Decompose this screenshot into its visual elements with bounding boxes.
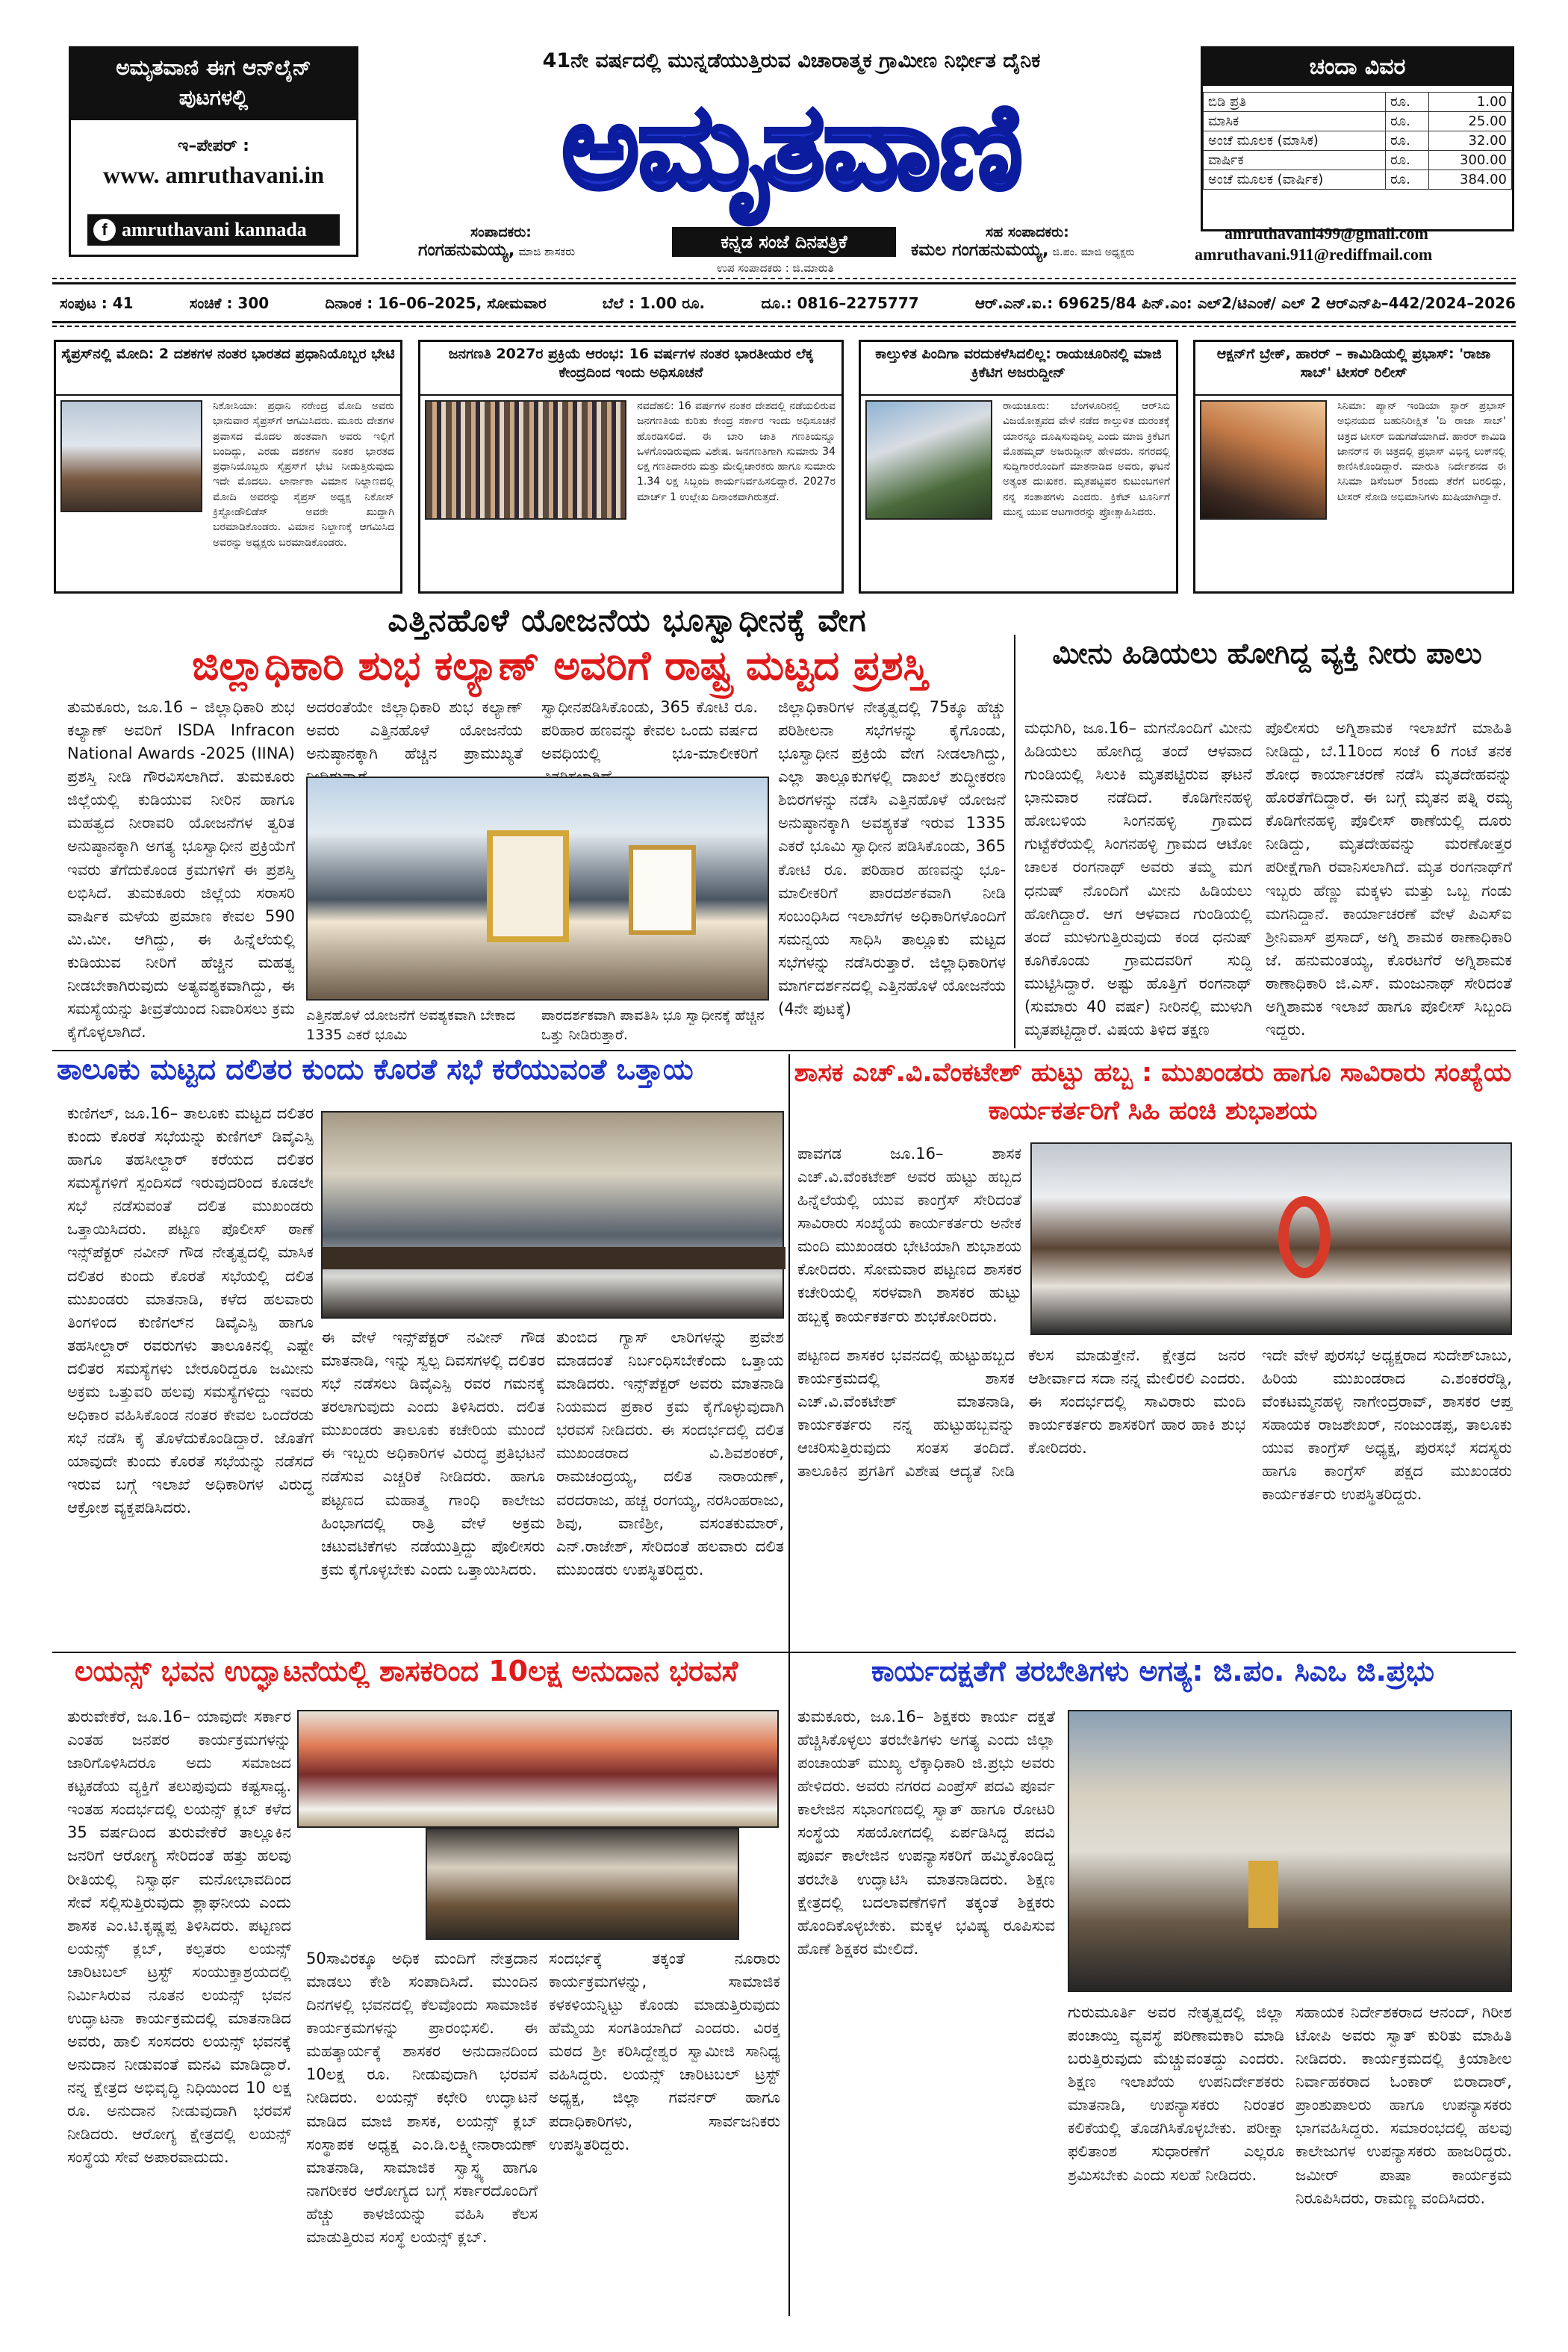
subscription-box	[1201, 46, 1514, 231]
story4-column: ಪಾವಗಡ ಜೂ.16– ಶಾಸಕ ಎಚ್.ವಿ.ವೆಂಕಟೇಶ್ ಅವರ ಹುಟ್ಟು ಹಬ್ಬದ ಹಿನ್ನೆಲೆಯಲ್ಲಿ ಯುವ ಕಾಂಗ್ರೆಸ್ ಸೇರಿದಂತೆ ಸಾವಿರಾರು ಸಂಖ್ಯೆಯ ಕಾರ್ಯಕರ್ತರು ಅನೇಕ ಮಂದಿ ಮುಖಂಡರು ಭೇಟಿಯಾಗಿ ಶುಭಾಶಯ ಕೋರಿದರು. ಸೋಮವಾರ ಪಟ್ಟಣದ ಶಾಸಕರ ಕಚೇರಿಯಲ್ಲಿ ಸರಳವಾಗಿ ಶಾಸಕರ ಹುಟ್ಟು ಹಬ್ಬಕ್ಕೆ ಕಾರ್ಯಕರ್ತರು ಶುಭಕೋರಿದರು.	[797, 1145, 1021, 1325]
subscription-cur: ರೂ.	[1386, 151, 1429, 170]
editor-label: ಸಂಪಾದಕರು:	[470, 224, 532, 240]
date: ದಿನಾಂಕ : 16–06–2025, ಸೋಮವಾರ	[325, 294, 547, 312]
subscription-cur: ರೂ.	[1386, 131, 1429, 151]
editor-name: ಗಂಗಹನುಮಯ್ಯ,	[418, 240, 515, 260]
facebook-bar[interactable]	[87, 214, 340, 246]
story5-column: ತುರುವೇಕೆರೆ, ಜೂ.16– ಯಾವುದೇ ಸರ್ಕಾರ ಎಂತಹ ಜನಪರ ಕಾರ್ಯಕ್ರಮಗಳನ್ನು ಜಾರಿಗೊಳಿಸಿದರೂ ಅದು ಸಮಾಜದ ಕಟ್ಟಕಡೆಯ ವ್ಯಕ್ತಿಗೆ ತಲುಪುವುದು ಕಷ್ಟಸಾಧ್ಯ. ಇಂತಹ ಸಂದರ್ಭದಲ್ಲಿ ಲಯನ್ಸ್ ಕ್ಲಬ್ ಕಳೆದ 35 ವರ್ಷದಿಂದ ತುರುವೇಕೆರೆ ತಾಲ್ಲೂಕಿನ ಜನರಿಗೆ ಆರೋಗ್ಯ ಸೇರಿದಂತೆ ಹತ್ತು ಹಲವು ರೀತಿಯಲ್ಲಿ ನಿಸ್ವಾರ್ಥ ಮನೋಭಾವದಿಂದ ಸೇವೆ ಸಲ್ಲಿಸುತ್ತಿರುವುದು ಶ್ಲಾಘನೀಯ ಎಂದು ಶಾಸಕ ಎಂ.ಟಿ.ಕೃಷ್ಣಪ್ಪ ತಿಳಿಸಿದರು. ಪಟ್ಟಣದ ಲಯನ್ಸ್ ಕ್ಲಬ್, ಕಲ್ಪತರು ಲಯನ್ಸ್ ಚಾರಿಟಬಲ್ ಟ್ರಸ್ಟ್ ಸಂಯುಕ್ತಾಶ್ರಯದಲ್ಲಿ ನಿರ್ಮಿಸಿರುವ ನೂತನ ಲಯನ್ಸ್ ಭವನ ಉದ್ಘಾಟನಾ ಕಾರ್ಯಕ್ರಮದಲ್ಲಿ ಮಾತನಾಡಿದ ಅವರು, ಹಾಲಿ ಸಂಸದರು ಲಯನ್ಸ್ ಭವನಕ್ಕೆ ಅನುದಾನ ನೀಡುವಂತೆ ಮನವಿ ಮಾಡಿದ್ದಾರೆ. ನನ್ನ ಕ್ಷೇತ್ರದ ಅಭಿವೃದ್ಧಿ ನಿಧಿಯಿಂದ 10 ಲಕ್ಷ ರೂ. ಅನುದಾನ ನೀಡುವುದಾಗಿ ಭರವಸೆ ನೀಡಿದರು. ಆರೋಗ್ಯ ಕ್ಷೇತ್ರದಲ್ಲಿ ಲಯನ್ಸ್ ಸಂಸ್ಥೆಯ ಸೇವೆ ಅಪಾರವಾದುದು.	[67, 1708, 291, 2167]
email-secondary[interactable]: amruthavani.911@rediffmail.com	[1195, 245, 1433, 264]
issue: ಸಂಚಿಕೆ : 300	[189, 294, 270, 312]
story2-column: ಮಧುಗಿರಿ, ಜೂ.16– ಮಗನೊಂದಿಗೆ ಮೀನು ಹಿಡಿಯಲು ಹೋಗಿದ್ದ ತಂದೆ ಆಳವಾದ ಗುಂಡಿಯಲ್ಲಿ ಸಿಲುಕಿ ಮೃತಪಟ್ಟಿರುವ ಘಟನೆ ಭಾನುವಾರ ನಡೆದಿದೆ. ಕೊಡಿಗೇನಹಳ್ಳಿ ಹೋಬಳಿಯ ಸಿಂಗನಹಳ್ಳಿ ಗ್ರಾಮದ ಗುಟ್ಟೆಕೆರೆಯಲ್ಲಿ ಸಿಂಗನಹಳ್ಳಿ ಗ್ರಾಮದ ಆಟೋ ಚಾಲಕ ರಂಗನಾಥ್ ಅವರು ತಮ್ಮ ಮಗ ಧನುಷ್ ನೊಂದಿಗೆ ಮೀನು ಹಿಡಿಯಲು ಹೋಗಿದ್ದಾರೆ. ಆಗ ಆಳವಾದ ಗುಂಡಿಯಲ್ಲಿ ತಂದೆ ಮುಳುಗುತ್ತಿರುವುದು ಕಂಡ ಧನುಷ್ ಕೂಗಿಕೊಂಡು ಗ್ರಾಮದವರಿಗೆ ಸುದ್ದಿ ಮುಟ್ಟಿಸಿದ್ದಾರೆ. ಅಷ್ಟು ಹೊತ್ತಿಗೆ ರಂಗನಾಥ್ (ಸುಮಾರು 40 ವರ್ಷ) ನೀರಿನಲ್ಲಿ ಮುಳುಗಿ ಮೃತಪಟ್ಟಿದ್ದಾರೆ. ವಿಷಯ ತಿಳಿದ ತಕ್ಷಣ	[1024, 719, 1252, 1039]
story4-headline: ಶಾಸಕ ಎಚ್.ವಿ.ವೆಂಕಟೇಶ್ ಹುಟ್ಟು ಹಬ್ಬ : ಮುಖಂಡರು ಹಾಗೂ ಸಾವಿರಾರು ಸಂಖ್ಯೆಯ ಕಾರ್ಯಕರ್ತರಿಗೆ ಸಿಹಿ ಹಂಚಿ ಶುಭಾಶಯ	[794, 1058, 1512, 1126]
story2-headline: ಮೀನು ಹಿಡಿಯಲು ಹೋಗಿದ್ದ ವ್ಯಕ್ತಿ ನೀರು ಪಾಲು	[1052, 637, 1482, 670]
brief-card[interactable]	[1193, 340, 1514, 594]
story3-column: ತುಂಬಿದ ಗ್ಯಾಸ್ ಲಾರಿಗಳನ್ನು ಪ್ರವೇಶ ಮಾಡದಂತೆ ನಿರ್ಬಂಧಿಸಬೇಕೆಂದು ಒತ್ತಾಯ ಮಾಡಿದರು. ಇನ್ಸ್‌ಪೆಕ್ಟರ್ ಅವರು ಮಾತನಾಡಿ ನಿಯಮದ ಪ್ರಕಾರ ಕ್ರಮ ಕೈಗೊಳ್ಳುವುದಾಗಿ ಭರವಸೆ ನೀಡಿದರು. ಈ ಸಂದರ್ಭದಲ್ಲಿ ದಲಿತ ಮುಖಂಡರಾದ ವಿ.ಶಿವಶಂಕರ್, ರಾಮಚಂದ್ರಯ್ಯ, ದಲಿತ ನಾರಾಯಣ್, ವರದರಾಜು, ಹಚ್ಚ ರಂಗಯ್ಯ, ನರಸಿಂಹರಾಜು, ಶಿವು, ವಾಣಿಶ್ರೀ, ವಸಂತಕುಮಾರ್, ಎನ್.ರಾಜೇಶ್, ಸೇರಿದಂತೆ ಹಲವಾರು ದಲಿತ ಮುಖಂಡರು ಉಪಸ್ಥಿತರಿದ್ದರು.	[556, 1328, 784, 1578]
brief-photo	[1200, 400, 1327, 520]
story6-column: ತುಮಕೂರು, ಜೂ.16– ಶಿಕ್ಷಕರು ಕಾರ್ಯ ದಕ್ಷತೆ ಹೆಚ್ಚಿಸಿಕೊಳ್ಳಲು ತರಬೇತಿಗಳು ಅಗತ್ಯ ಎಂದು ಜಿಲ್ಲಾ ಪಂಚಾಯತ್ ಮುಖ್ಯ ಲೆಕ್ಕಾಧಿಕಾರಿ ಜಿ.ಪ್ರಭು ಅವರು ಹೇಳಿದರು. ಅವರು ನಗರದ ಎಂಪ್ರೆಸ್ ಪದವಿ ಪೂರ್ವ ಕಾಲೇಜಿನ ಸಭಾಂಗಣದಲ್ಲಿ ಸ್ವಾತ್ ಹಾಗೂ ರೋಟರಿ ಸಂಸ್ಥೆಯ ಸಹಯೋಗದಲ್ಲಿ ಏರ್ಪಡಿಸಿದ್ದ ಪದವಿ ಪೂರ್ವ ಕಾಲೇಜಿನ ಉಪನ್ಯಾಸಕರಿಗೆ ಹಮ್ಮಿಕೊಂಡಿದ್ದ ತರಬೇತಿ ಉದ್ಘಾಟಿಸಿ ಮಾತನಾಡಿದರು. ಶಿಕ್ಷಣ ಕ್ಷೇತ್ರದಲ್ಲಿ ಬದಲಾವಣೆಗಳಿಗೆ ತಕ್ಕಂತೆ ಶಿಕ್ಷಕರು ಹೊಂದಿಕೊಳ್ಳಬೇಕು. ಮಕ್ಕಳ ಭವಿಷ್ಯ ರೂಪಿಸುವ ಹೊಣೆ ಶಿಕ್ಷಕರ ಮೇಲಿದೆ.	[797, 1708, 1055, 1958]
subscription-table	[1203, 92, 1512, 190]
phone: ದೂ.: 0816–2275777	[761, 294, 919, 312]
brief-card[interactable]	[54, 340, 402, 594]
sub-editor: ಉಪ ಸಂಪಾದಕರು : ಜಿ.ಮಾರುತಿ	[717, 261, 834, 275]
brief-title: ಸೈಪ್ರಸ್‌ನಲ್ಲಿ ಮೋದಿ: 2 ದಶಕಗಳ ನಂತರ ಭಾರತದ ಪ್ರಧಾನಿಯೊಬ್ಬರ ಭೇಟಿ	[56, 342, 400, 396]
story1-caption: ಎತ್ತಿನಹೊಳೆ ಯೋಜನೆಗೆ ಅವಶ್ಯಕವಾಗಿ ಬೇಕಾದ 1335 ಎಕರೆ ಭೂಮಿ	[306, 1007, 516, 1043]
story5-column: ಸಂದರ್ಭಕ್ಕೆ ತಕ್ಕಂತೆ ನೂರಾರು ಕಾರ್ಯಕ್ರಮಗಳನ್ನು, ಸಾಮಾಜಿಕ ಕಳಕಳಿಯನ್ನಿಟ್ಟು ಕೊಂಡು ಮಾಡುತ್ತಿರುವುದು ಹೆಮ್ಮೆಯ ಸಂಗತಿಯಾಗಿದೆ ಎಂದರು. ವಿರಕ್ತ ಮಠದ ಶ್ರೀ ಕರಿಸಿದ್ದೇಶ್ವರ ಸ್ವಾಮೀಜಿ ಸಾನಿಧ್ಯ ವಹಿಸಿದ್ದರು. ಲಯನ್ಸ್ ಚಾರಿಟಬಲ್ ಟ್ರಸ್ಟ್ ಅಧ್ಯಕ್ಷ, ಜಿಲ್ಲಾ ಗವರ್ನರ್ ಹಾಗೂ ಪದಾಧಿಕಾರಿಗಳು, ಸಾರ್ವಜನಿಕರು ಉಪಸ್ಥಿತರಿದ್ದರು.	[549, 1950, 780, 2153]
online-promo-box	[69, 46, 358, 257]
volume: ಸಂಪುಟ : 41	[60, 294, 134, 312]
brief-photo	[865, 400, 992, 520]
brief-title: ಆಕ್ಷನ್‌ಗೆ ಬ್ರೇಕ್, ಹಾರರ್ – ಕಾಮಿಡಿಯಲ್ಲಿ ಪ್ರಭಾಸ್: 'ರಾಜಾ ಸಾಬ್' ಟೀಸರ್ ರಿಲೀಸ್	[1195, 342, 1512, 396]
price: ಬೆಲೆ : 1.00 ರೂ.	[602, 294, 706, 312]
subscription-row	[1204, 93, 1512, 112]
brief-photo	[60, 400, 202, 512]
facebook-icon: f	[93, 219, 116, 241]
masthead-title: ಅಮೃತವಾಣಿ	[561, 78, 1021, 216]
subscription-label: ಅಂಚೆ ಮೂಲಕ (ವಾರ್ಷಿಕ)	[1204, 170, 1386, 190]
story2-column: ಪೊಲೀಸರು ಅಗ್ನಿಶಾಮಕ ಇಲಾಖೆಗೆ ಮಾಹಿತಿ ನೀಡಿದ್ದು, ಬೆ.11ರಿಂದ ಸಂಜೆ 6 ಗಂಟೆ ತನಕ ಶೋಧ ಕಾರ್ಯಾಚರಣೆ ನಡೆಸಿ ಮೃತದೇಹವನ್ನು ಹೊರತೆಗೆದಿದ್ದಾರೆ. ಈ ಬಗ್ಗೆ ಮೃತನ ಪತ್ನಿ ರಮ್ಯ ಕೊಡಿಗೇನಹಳ್ಳಿ ಪೊಲೀಸ್ ಠಾಣೆಯಲ್ಲಿ ದೂರು ನೀಡಿದ್ದು, ಮೃತದೇಹವನ್ನು ಮರಣೋತ್ತರ ಪರೀಕ್ಷೆಗಾಗಿ ರವಾನಿಸಲಾಗಿದೆ. ಮೃತ ರಂಗನಾಥ್‌ಗೆ ಇಬ್ಬರು ಹೆಣ್ಣು ಮಕ್ಕಳು ಮತ್ತು ಒಬ್ಬ ಗಂಡು ಮಗನಿದ್ದಾನೆ. ಕಾರ್ಯಾಚರಣೆ ವೇಳೆ ಪಿಎಸ್ಐ ಶ್ರೀನಿವಾಸ್ ಪ್ರಸಾದ್, ಅಗ್ನಿ ಶಾಮಕ ಠಾಣಾಧಿಕಾರಿ ಜೆ. ಹನುಮಂತಯ್ಯ, ಕೊರಟಗೆರೆ ಅಗ್ನಿಶಾಮಕ ಠಾಣಾಧಿಕಾರಿ ಜಿ.ಎಸ್. ಮಂಜುನಾಥ್ ಸೇರಿದಂತೆ ಅಗ್ನಿಶಾಮಕ ಇಲಾಖೆ ಹಾಗೂ ಪೊಲೀಸ್ ಸಿಬ್ಬಂದಿ ಇದ್ದರು.	[1266, 719, 1512, 1039]
story5-photo	[297, 1710, 779, 1828]
story1-column: ತುಮಕೂರು, ಜೂ.16 – ಜಿಲ್ಲಾಧಿಕಾರಿ ಶುಭ ಕಲ್ಯಾಣ್ ಅವರಿಗೆ ISDA Infracon National Awards -2025 (IINA) ಪ್ರಶಸ್ತಿ ನೀಡಿ ಗೌರವಿಸಲಾಗಿದೆ. ತುಮಕೂರು ಜಿಲ್ಲೆಯಲ್ಲಿ ಕುಡಿಯುವ ನೀರಿನ ಹಾಗೂ ಮಹತ್ವದ ನೀರಾವರಿ ಯೋಜನೆಗಳ ತ್ವರಿತ ಅನುಷ್ಠಾನಕ್ಕಾಗಿ ಅಗತ್ಯ ಭೂಸ್ವಾಧೀನ ಪ್ರಕ್ರಿಯೆಗೆ ಇವರು ತೆಗೆದುಕೊಂಡ ಕ್ರಮಗಳಿಗೆ ಈ ಪ್ರಶಸ್ತಿ ಲಭಿಸಿದೆ. ತುಮಕೂರು ಜಿಲ್ಲೆಯ ಸರಾಸರಿ ವಾರ್ಷಿಕ ಮಳೆಯ ಪ್ರಮಾಣ ಕೇವಲ 590 ಮಿ.ಮೀ. ಆಗಿದ್ದು, ಈ ಹಿನ್ನೆಲೆಯಲ್ಲಿ ಕುಡಿಯುವ ನೀರಿಗೆ ಹೆಚ್ಚಿನ ಮಹತ್ವ ನೀಡಬೇಕಾಗಿರುವುದು ಅತ್ಯವಶ್ಯಕವಾಗಿದ್ದು, ಈ ಸಮಸ್ಯೆಯನ್ನು ತೀವ್ರತೆಯಿಂದ ನಿವಾರಿಸಲು ಕ್ರಮ ಕೈಗೊಳ್ಳಲಾಗಿದೆ.	[67, 698, 295, 1042]
registration: ಆರ್.ಎನ್.ಐ.: 69625/84 ಪಿನ್.ಎಂ: ಎಲ್2/ಟಿಎಂಕೆ/ ಎಲ್ 2 ಆರ್‌ಎನ್‌ಪಿ–442/2024–2026	[974, 294, 1516, 312]
story6-headline: ಕಾರ್ಯದಕ್ಷತೆಗೆ ತರಬೇತಿಗಳು ಅಗತ್ಯ: ಜಿ.ಪಂ. ಸಿಎಒ ಜಿ.ಪ್ರಭು	[871, 1655, 1434, 1687]
story3-headline: ತಾಲೂಕು ಮಟ್ಟದ ದಲಿತರ ಕುಂದು ಕೊರತೆ ಸಭೆ ಕರೆಯುವಂತೆ ಒತ್ತಾಯ	[57, 1053, 694, 1086]
story3-photo	[321, 1111, 784, 1319]
subscription-label: ಅಂಚೆ ಮೂಲಕ (ಮಾಸಿಕ)	[1204, 131, 1386, 151]
brief-text: ನವದೆಹಲಿ: 16 ವರ್ಷಗಳ ನಂತರ ದೇಶದಲ್ಲಿ ನಡೆಯಲಿರುವ ಜನಗಣತಿಯ ಕುರಿತು ಕೇಂದ್ರ ಸರ್ಕಾರ ಇಂದು ಅಧಿಸೂಚನೆ ಹೊರಡಿಸಲಿದೆ. ಈ ಬಾರಿ ಜಾತಿ ಗಣತಿಯನ್ನೂ ಒಳಗೊಂಡಿರುವುದು ವಿಶೇಷ. ಜನಗಣತಿಗಾಗಿ ಸುಮಾರು 34 ಲಕ್ಷ ಗಣತಿದಾರರು ಮತ್ತು ಮೇಲ್ವಿಚಾರಕರು ಹಾಗೂ ಸುಮಾರು 1.34 ಲಕ್ಷ ಸಿಬ್ಬಂದಿ ಕಾರ್ಯನಿರ್ವಹಿಸಲಿದ್ದಾರೆ. 2027ರ ಮಾರ್ಚ್ 1 ಉಲ್ಲೇಖ ದಿನಾಂಕವಾಗಿರುತ್ತದೆ.	[637, 400, 836, 503]
brief-title: ಕಾಲ್ತುಳಿತ ಪಿಂದಿಗಾ ವರದುಕಳೆಸಿದಲಿಲ್ಲ: ರಾಯಚೂರಿನಲ್ಲಿ ಮಾಜಿ ಕ್ರಿಕೆಟಿಗ ಅಜರುದ್ದೀನ್	[861, 342, 1176, 396]
story3-column: ಈ ವೇಳೆ ಇನ್ಸ್‌ಪೆಕ್ಟರ್ ನವೀನ್ ಗೌಡ ಮಾತನಾಡಿ, ಇನ್ನು ಸ್ವಲ್ಪ ದಿವಸಗಳಲ್ಲಿ ದಲಿತರ ಸಭೆ ನಡೆಸಲು ಡಿವೈಎಸ್ಪಿ ರವರ ಗಮನಕ್ಕೆ ತರಲಾಗುವುದು ಎಂದು ತಿಳಿಸಿದರು. ದಲಿತ ಮುಖಂಡರು ತಾಲೂಕು ಕಚೇರಿಯ ಮುಂದೆ ಈ ಇಬ್ಬರು ಅಧಿಕಾರಿಗಳ ವಿರುದ್ಧ ಪ್ರತಿಭಟನೆ ನಡೆಸುವ ಎಚ್ಚರಿಕೆ ನೀಡಿದರು. ಹಾಗೂ ಪಟ್ಟಣದ ಮಹಾತ್ಮ ಗಾಂಧಿ ಕಾಲೇಜು ಹಿಂಭಾಗದಲ್ಲಿ ರಾತ್ರಿ ವೇಳೆ ಅಕ್ರಮ ಚಟುವಟಿಕೆಗಳು ನಡೆಯುತ್ತಿದ್ದು ಪೊಲೀಸರು ಕ್ರಮ ಕೈಗೊಳ್ಳಬೇಕು ಎಂದು ಒತ್ತಾಯಿಸಿದರು.	[321, 1328, 545, 1578]
brief-text: ನಿಕೋಸಿಯಾ: ಪ್ರಧಾನಿ ನರೇಂದ್ರ ಮೋದಿ ಅವರು ಭಾನುವಾರ ಸೈಪ್ರಸ್‌ಗೆ ಆಗಮಿಸಿದರು. ಮೂರು ದೇಶಗಳ ಪ್ರವಾಸದ ಮೊದಲ ಹಂತವಾಗಿ ಅವರು ಇಲ್ಲಿಗೆ ಬಂದಿದ್ದು, ಎರಡು ದಶಕಗಳ ನಂತರ ಭಾರತದ ಪ್ರಧಾನಿಯೊಬ್ಬರು ಸೈಪ್ರಸ್‌ಗೆ ಭೇಟಿ ನೀಡುತ್ತಿರುವುದು ಇದೇ ಮೊದಲು. ಲಾರ್ನಾಕಾ ವಿಮಾನ ನಿಲ್ದಾಣದಲ್ಲಿ ಮೋದಿ ಅವರನ್ನು ಸೈಪ್ರಸ್ ಅಧ್ಯಕ್ಷ ನಿಕೋಸ್ ಕ್ರಿಸ್ಟೋಡೌಲಿಡೆಸ್ ಅವರೇ ಖುದ್ದಾಗಿ ಬರಮಾಡಿಕೊಂಡರು. ವಿಮಾನ ನಿಲ್ದಾಣಕ್ಕೆ ಆಗಮಿಸಿದ ಅವರನ್ನು ಅಧ್ಯಕ್ಷರು ಬರಮಾಡಿಕೊಂಡರು.	[213, 400, 394, 549]
story4-column: ಇದೇ ವೇಳೆ ಪುರಸಭೆ ಅಧ್ಯಕ್ಷರಾದ ಸುದೇಶ್‌ಬಾಬು, ಹಿರಿಯ ಮುಖಂಡರಾದ ಎ.ಶಂಕರರೆಡ್ಡಿ, ವೆಂಕಟಮ್ಮನಹಳ್ಳಿ ನಾಗೇಂದ್ರರಾವ್, ಶಾಸಕರ ಆಪ್ತ ಸಹಾಯಕ ರಾಜಶೇಖರ್, ನಂಜುಂಡಪ್ಪ, ತಾಲೂಕು ಯುವ ಕಾಂಗ್ರೆಸ್ ಅಧ್ಯಕ್ಷ, ಪುರಸಭೆ ಸದಸ್ಯರು ಹಾಗೂ ಕಾಂಗ್ರೆಸ್ ಪಕ್ಷದ ಮುಖಂಡರು ಕಾರ್ಯಕರ್ತರು ಉಪಸ್ಥಿತರಿದ್ದರು.	[1262, 1346, 1512, 1504]
brief-text: ರಾಯಚೂರು: ಬೆಂಗಳೂರಿನಲ್ಲಿ ಆರ್‌ಸಿಬಿ ವಿಜಯೋತ್ಸವದ ವೇಳೆ ನಡೆದ ಕಾಲ್ತುಳಿತ ದುರಂತಕ್ಕೆ ಯಾರನ್ನೂ ದೂಷಿಸುವುದಿಲ್ಲ ಎಂದು ಮಾಜಿ ಕ್ರಿಕೆಟಿಗ ಮೊಹಮ್ಮದ್ ಅಜರುದ್ದೀನ್ ಹೇಳಿದರು. ನಗರದಲ್ಲಿ ಸುದ್ದಿಗಾರರೊಂದಿಗೆ ಮಾತನಾಡಿದ ಅವರು, ಘಟನೆ ಅತ್ಯಂತ ದುಃಖಕರ. ಮೃತಪಟ್ಟವರ ಕುಟುಂಬಗಳಿಗೆ ನನ್ನ ಸಂತಾಪಗಳು ಎಂದರು. ಕ್ರಿಕೆಟ್ ಟೂರ್ನಿಗೆ ಮುನ್ನ ಯುವ ಆಟಗಾರರನ್ನು ಪ್ರೋತ್ಸಾಹಿಸಿದರು.	[1003, 400, 1170, 519]
website-link[interactable]: www. amruthavani.in	[102, 161, 325, 188]
story1-photo	[306, 777, 769, 1001]
story4-photo	[1030, 1142, 1512, 1335]
brief-photo	[425, 400, 626, 520]
facebook-name: amruthavani kannada	[122, 219, 307, 240]
story4-column: ಪಟ್ಟಣದ ಶಾಸಕರ ಭವನದಲ್ಲಿ ಹುಟ್ಟುಹಬ್ಬದ ಕಾರ್ಯಕ್ರಮದಲ್ಲಿ ಶಾಸಕ ಎಚ್.ವಿ.ವೆಂಕಟೇಶ್ ಮಾತನಾಡಿ, ಕಾರ್ಯಕರ್ತರು ನನ್ನ ಹುಟ್ಟುಹಬ್ಬವನ್ನು ಆಚರಿಸುತ್ತಿರುವುದು ಸಂತಸ ತಂದಿದೆ. ತಾಲೂಕಿನ ಪ್ರಗತಿಗೆ ವಿಶೇಷ ಆದ್ಯತೆ ನೀಡಿ ಕೆಲಸ ಮಾಡುತ್ತೇನೆ. ಕ್ಷೇತ್ರದ ಜನರ ಆಶೀರ್ವಾದ ಸದಾ ನನ್ನ ಮೇಲಿರಲಿ ಎಂದರು. ಈ ಸಂದರ್ಭದಲ್ಲಿ ಸಾವಿರಾರು ಮಂದಿ ಕಾರ್ಯಕರ್ತರು ಶಾಸಕರಿಗೆ ಹಾರ ಹಾಕಿ ಶುಭ ಕೋರಿದರು.	[797, 1346, 1245, 1481]
tagline: 41ನೇ ವರ್ಷದಲ್ಲಿ ಮುನ್ನಡೆಯುತ್ತಿರುವ ವಿಚಾರಾತ್ಮಕ ಗ್ರಾಮೀಣ ನಿರ್ಭೀತ ದೈನಿಕ	[542, 49, 1041, 72]
brief-text: ಸಿನಿಮಾ: ಪ್ಯಾನ್ ಇಂಡಿಯಾ ಸ್ಟಾರ್ ಪ್ರಭಾಸ್ ಅಭಿನಯದ ಬಹುನಿರೀಕ್ಷಿತ 'ದಿ ರಾಜಾ ಸಾಬ್' ಚಿತ್ರದ ಟೀಸರ್ ಬಿಡುಗಡೆಯಾಗಿದೆ. ಹಾರರ್ ಕಾಮಿಡಿ ಜಾನರ್‌ನ ಈ ಚಿತ್ರದಲ್ಲಿ ಪ್ರಭಾಸ್ ವಿಭಿನ್ನ ಲುಕ್‌ನಲ್ಲಿ ಕಾಣಿಸಿಕೊಂಡಿದ್ದಾರೆ. ಮಾರುತಿ ನಿರ್ದೇಶನದ ಈ ಸಿನಿಮಾ ಡಿಸೆಂಬರ್ 5ರಂದು ತೆರೆಗೆ ಬರಲಿದ್ದು, ಟೀಸರ್ ನೋಡಿ ಅಭಿಮಾನಿಗಳು ಖುಷಿಯಾಗಿದ್ದಾರೆ.	[1337, 400, 1506, 503]
story5-column: 50ಸಾವಿರಕ್ಕೂ ಅಧಿಕ ಮಂದಿಗೆ ನೇತ್ರದಾನ ಮಾಡಲು ಕೇಶಿ ಸಂಪಾದಿಸಿದೆ. ಮುಂದಿನ ದಿನಗಳಲ್ಲಿ ಭವನದಲ್ಲಿ ಕೆಲವೊಂದು ಸಾಮಾಜಿಕ ಕಾರ್ಯಕ್ರಮಗಳನ್ನು ಪ್ರಾರಂಭಿಸಲಿ. ಈ ಮಹತ್ಕಾರ್ಯಕ್ಕೆ ಶಾಸಕರ ಅನುದಾನದಿಂದ 10ಲಕ್ಷ ರೂ. ನೀಡುವುದಾಗಿ ಭರವಸೆ ನೀಡಿದರು. ಲಯನ್ಸ್ ಕಛೇರಿ ಉದ್ಘಾಟನೆ ಮಾಡಿದ ಮಾಜಿ ಶಾಸಕ, ಲಯನ್ಸ್ ಕ್ಲಬ್ ಸಂಸ್ಥಾಪಕ ಅಧ್ಯಕ್ಷ ಎಂ.ಡಿ.ಲಕ್ಷ್ಮೀನಾರಾಯಣ್ ಮಾತನಾಡಿ, ಸಾಮಾಜಿಕ ಸ್ವಾಸ್ಥ್ಯ ಹಾಗೂ ನಾಗರೀಕರ ಆರೋಗ್ಯದ ಬಗ್ಗೆ ಸರ್ಕಾರದೊಂದಿಗೆ ಹೆಚ್ಚು ಕಾಳಜಿಯನ್ನು ವಹಿಸಿ ಕೆಲಸ ಮಾಡುತ್ತಿರುವ ಸಂಸ್ಥೆ ಲಯನ್ಸ್ ಕ್ಲಬ್.	[306, 1950, 538, 2246]
subscription-cur: ರೂ.	[1386, 170, 1429, 190]
story1-column: ಸ್ವಾಧೀನಪಡಿಸಿಕೊಂಡು, 365 ಕೋಟಿ ರೂ. ಪರಿಹಾರ ಹಣವನ್ನು ಕೇವಲ ಒಂದು ವರ್ಷದ ಅವಧಿಯಲ್ಲಿ ಭೂ-ಮಾಲೀಕರಿಗೆ	[541, 698, 758, 763]
co-editor-name: ಕಮಲ ಗಂಗಹನುಮಯ್ಯ,	[911, 240, 1049, 260]
online-promo-title: ಅಮೃತವಾಣಿ ಈಗ ಆನ್‌ಲೈನ್ ಪುಟಗಳಲ್ಲಿ	[71, 49, 356, 120]
subscription-amt: 32.00	[1429, 131, 1512, 151]
email-primary[interactable]: amruthavani499@gmail.com	[1225, 224, 1428, 243]
subscription-label: ಬಿಡಿ ಪ್ರತಿ	[1204, 93, 1386, 112]
subscription-label: ವಾರ್ಷಿಕ	[1204, 151, 1386, 170]
story3-column: ಕುಣಿಗಲ್, ಜೂ.16– ತಾಲೂಕು ಮಟ್ಟದ ದಲಿತರ ಕುಂದು ಕೊರತೆ ಸಭೆಯನ್ನು ಕುಣಿಗಲ್ ಡಿವೈಎಸ್ಪಿ ಹಾಗೂ ತಹಸೀಲ್ದಾರ್ ಕರೆಯದ ದಲಿತರ ಸಮಸ್ಯೆಗಳಿಗೆ ಸ್ಪಂದಿಸದೆ ಇರುವುದರಿಂದ ಕೂಡಲೇ ಸಭೆ ನಡೆಸುವಂತೆ ದಲಿತ ಮುಖಂಡರು ಒತ್ತಾಯಿಸಿದರು. ಪಟ್ಟಣ ಪೊಲೀಸ್ ಠಾಣೆ ಇನ್ಸ್‌ಪೆಕ್ಟರ್ ನವೀನ್ ಗೌಡ ನೇತೃತ್ವದಲ್ಲಿ ಮಾಸಿಕ ದಲಿತರ ಕುಂದು ಕೊರತೆ ಸಭೆಯಲ್ಲಿ ದಲಿತ ಮುಖಂಡರು ಮಾತನಾಡಿ, ಕಳೆದ ಹಲವಾರು ತಿಂಗಳಿಂದ ಕುಣಿಗಲ್‌ನ ಡಿವೈಎಸ್ಪಿ ಹಾಗೂ ತಹಸೀಲ್ದಾರ್ ರವರುಗಳು ತಾಲೂಕಿನಲ್ಲಿ ಎಷ್ಟೇ ದಲಿತರ ಸಮಸ್ಯೆಗಳು ಬೇರೂರಿದ್ದರೂ ಜಮೀನು ಅಕ್ರಮ ಒತ್ತುವರಿ ಹಲವು ಸಮಸ್ಯೆಗಳಿದ್ದು ಇವರು ಅಧಿಕಾರ ವಹಿಸಿಕೊಂಡ ನಂತರ ಕೇವಲ ಒಂದೆರಡು ಸಭೆ ನಡೆಸಿ ಕೈ ತೊಳೆದುಕೊಂಡಿದ್ದಾರೆ. ಜೊತೆಗೆ ಯಾವುದೇ ಕುಂದು ಕೊರತೆ ಸಭೆಯನ್ನು ನಡೆಸದೆ ಇರುವ ಬಗ್ಗೆ ಇಲಾಖೆ ಅಧಿಕಾರಿಗಳ ವಿರುದ್ಧ ಆಕ್ರೋಶ ವ್ಯಕ್ತಪಡಿಸಿದರು.	[67, 1104, 314, 1517]
story1-headline: ಜಿಲ್ಲಾಧಿಕಾರಿ ಶುಭ ಕಲ್ಯಾಣ್ ಅವರಿಗೆ ರಾಷ್ಟ್ರ ಮಟ್ಟದ ಪ್ರಶಸ್ತಿ	[192, 642, 928, 689]
story6-column: ಸಹಾಯಕ ನಿರ್ದೇಶಕರಾದ ಆನಂದ್, ಗಿರೀಶ ಟೋಪಿ ಅವರು ಸ್ವಾತ್ ಕುರಿತು ಮಾಹಿತಿ ನೀಡಿದರು. ಕಾರ್ಯಕ್ರಮದಲ್ಲಿ ಕ್ರಿಯಾಶೀಲ ನಿರ್ವಾಹಕರಾದ ಓಂಕಾರ್ ಬಿರಾದಾರ್, ಪ್ರಾಂಶುಪಾಲರು ಹಾಗೂ ಉಪನ್ಯಾಸಕರು ಭಾಗವಹಿಸಿದ್ದರು. ಸಮಾರಂಭದಲ್ಲಿ ಹಲವು ಕಾಲೇಜುಗಳ ಉಪನ್ಯಾಸಕರು ಹಾಜರಿದ್ದರು. ಜಮೀರ್ ಪಾಷಾ ಕಾರ್ಯಕ್ರಮ ನಿರೂಪಿಸಿದರು, ರಾಮಣ್ಣ ವಂದಿಸಿದರು.	[1295, 2003, 1512, 2207]
subscription-amt: 1.00	[1429, 93, 1512, 112]
subscription-row	[1204, 112, 1512, 131]
story1-caption-continued: ಪಾರದರ್ಶಕವಾಗಿ ಪಾವತಿಸಿ ಭೂ ಸ್ವಾಧೀನಕ್ಕೆ ಹೆಚ್ಚಿನ ಒತ್ತು ನೀಡಿರುತ್ತಾರೆ.	[541, 1007, 765, 1043]
editor-note: ಮಾಜಿ ಶಾಸಕರು	[518, 245, 575, 258]
subscription-cur: ರೂ.	[1386, 112, 1429, 131]
subscription-amt: 25.00	[1429, 112, 1512, 131]
story6-column: ಗುರುಮೂರ್ತಿ ಅವರ ನೇತೃತ್ವದಲ್ಲಿ ಜಿಲ್ಲಾ ಪಂಚಾಯ್ತಿ ವ್ಯವಸ್ಥೆ ಪರಿಣಾಮಕಾರಿ ಮಾಡಿ ಬರುತ್ತಿರುವುದು ಮೆಚ್ಚುವಂತದ್ದು ಎಂದರು. ಶಿಕ್ಷಣ ಇಲಾಖೆಯ ಉಪನಿರ್ದೇಶಕರು ಮಾತನಾಡಿ, ಉಪನ್ಯಾಸಕರು ನಿರಂತರ ಕಲಿಕೆಯಲ್ಲಿ ತೊಡಗಿಸಿಕೊಳ್ಳಬೇಕು. ಪರೀಕ್ಷಾ ಫಲಿತಾಂಶ ಸುಧಾರಣೆಗೆ ಎಲ್ಲರೂ ಶ್ರಮಿಸಬೇಕು ಎಂದು ಸಲಹೆ ನೀಡಿದರು.	[1068, 2003, 1284, 2184]
editor-block	[418, 224, 672, 260]
info-bar	[60, 288, 1516, 318]
story1-kicker: ಎತ್ತಿನಹೊಳೆ ಯೋಜನೆಯ ಭೂಸ್ವಾಧೀನಕ್ಕೆ ವೇಗ	[388, 602, 867, 638]
subscription-label: ಮಾಸಿಕ	[1204, 112, 1386, 131]
brief-card[interactable]	[859, 340, 1178, 594]
story1-column: ಅದರಂತೆಯೇ ಜಿಲ್ಲಾಧಿಕಾರಿ ಶುಭ ಕಲ್ಯಾಣ್ ಅವರು ಎತ್ತಿನಹೊಳೆ ಯೋಜನೆಯ ಅನುಷ್ಠಾನಕ್ಕಾಗಿ ಹೆಚ್ಚಿನ ಪ್ರಾಮುಖ್ಯತೆ	[306, 698, 523, 763]
co-editor-label: ಸಹ ಸಂಪಾದಕರು:	[986, 224, 1069, 240]
co-editor-block	[911, 224, 1225, 260]
subscription-amt: 300.00	[1429, 151, 1512, 170]
story5-photo-inset	[426, 1828, 739, 1940]
subscription-amt: 384.00	[1429, 170, 1512, 190]
subscription-row	[1204, 170, 1512, 190]
story6-photo	[1068, 1710, 1512, 1992]
co-editor-note: ಜಿ.ಪಂ. ಮಾಜಿ ಅಧ್ಯಕ್ಷರು	[1052, 246, 1135, 258]
subscription-row	[1204, 131, 1512, 151]
brief-title: ಜನಗಣತಿ 2027ರ ಪ್ರಕ್ರಿಯೆ ಆರಂಭ: 16 ವರ್ಷಗಳ ನಂತರ ಭಾರತೀಯರ ಲೆಕ್ಕ ಕೇಂದ್ರದಿಂದ ಇಂದು ಅಧಿಸೂಚನೆ	[420, 342, 841, 396]
brief-card[interactable]	[418, 340, 844, 594]
subscription-title: ಚಂದಾ ವಿವರ	[1203, 49, 1512, 86]
subscription-row	[1204, 151, 1512, 170]
story5-headline: ಲಯನ್ಸ್ ಭವನ ಉದ್ಘಾಟನೆಯಲ್ಲಿ ಶಾಸಕರಿಂದ 10ಲಕ್ಷ ಅನುದಾನ ಭರವಸೆ	[75, 1655, 738, 1687]
masthead-subtitle: ಕನ್ನಡ ಸಂಜೆ ದಿನಪತ್ರಿಕೆ	[672, 227, 896, 257]
subscription-cur: ರೂ.	[1386, 93, 1429, 112]
story1-column: ಜಿಲ್ಲಾಧಿಕಾರಿಗಳ ನೇತೃತ್ವದಲ್ಲಿ 75ಕ್ಕೂ ಹೆಚ್ಚು ಪರಿಶೀಲನಾ ಸಭೆಗಳನ್ನು ಕೈಗೊಂಡು, ಭೂಸ್ವಾಧೀನ ಪ್ರಕ್ರಿಯೆ ವೇಗ ನೀಡಲಾಗಿದ್ದು, ಎಲ್ಲಾ ತಾಲ್ಲೂಕುಗಳಲ್ಲಿ ದಾಖಲೆ ಶುದ್ಧೀಕರಣ ಶಿಬಿರಗಳನ್ನು ನಡೆಸಿ ಎತ್ತಿನಹೊಳೆ ಯೋಜನೆ ಅನುಷ್ಠಾನಕ್ಕಾಗಿ ಅವಶ್ಯಕತೆ ಇರುವ 1335 ಎಕರೆ ಭೂಮಿ ಸ್ವಾಧೀನ ಪಡಿಸಿಕೊಂಡು, 365 ಕೋಟಿ ರೂ. ಪರಿಹಾರ ಹಣವನ್ನು ಭೂ-ಮಾಲೀಕರಿಗೆ ಪಾರದರ್ಶಕವಾಗಿ ನೀಡಿ ಸಂಬಂಧಿಸಿದ ಇಲಾಖೆಗಳ ಅಧಿಕಾರಿಗಳೊಂದಿಗೆ ಸಮನ್ವಯ ಸಾಧಿಸಿ ತಾಲ್ಲೂಕು ಮಟ್ಟದ ಸಭೆಗಳನ್ನು ನಡೆಸಿರುತ್ತಾರೆ. ಜಿಲ್ಲಾಧಿಕಾರಿಗಳ ಮಾರ್ಗದರ್ಶನದಲ್ಲಿ ಎತ್ತಿನಹೊಳೆ ಯೋಜನೆಯ (4ನೇ ಪುಟಕ್ಕೆ)	[778, 698, 1006, 1018]
epaper-label: ಇ–ಪೇಪರ್ :	[178, 137, 249, 155]
